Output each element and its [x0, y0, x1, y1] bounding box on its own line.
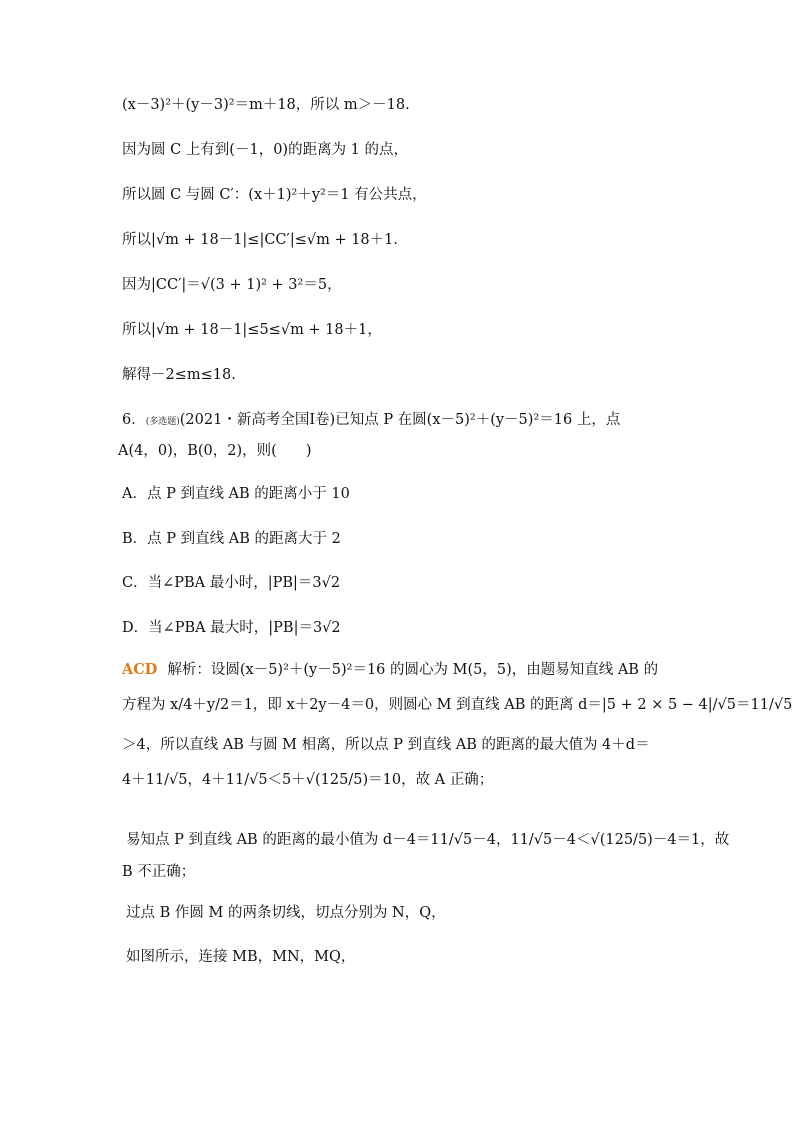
- analysis-line-7: 过点 B 作圆 M 的两条切线，切点分别为 N，Q，: [126, 905, 446, 921]
- question-stem-text: (2021・新高考全国Ⅰ卷)已知点 P 在圆(x－5)²＋(y－5)²＝16 上，点: [179, 412, 621, 428]
- option-c: C．当∠PBA 最小时，|PB|＝3√2: [122, 575, 341, 591]
- question-type-tag: (多选题): [145, 417, 180, 427]
- solution-line-6: 所以|√m + 18－1|≤5≤√m + 18＋1，: [122, 322, 382, 338]
- solution-line-2: 因为圆 C 上有到(－1，0)的距离为 1 的点，: [122, 142, 409, 158]
- analysis-line-3: ＞4，所以直线 AB 与圆 M 相离，所以点 P 到直线 AB 的距离的最大值为 4＋d＝: [122, 737, 650, 753]
- solution-line-3: 所以圆 C 与圆 C′：(x＋1)²＋y²＝1 有公共点，: [122, 187, 427, 203]
- analysis-text-1: 解析：设圆(x－5)²＋(y－5)²＝16 的圆心为 M(5，5)，由题易知直线 AB 的: [167, 662, 659, 678]
- analysis-line-6: B 不正确；: [122, 864, 196, 880]
- option-b: B．点 P 到直线 AB 的距离大于 2: [122, 531, 341, 547]
- solution-line-7: 解得－2≤m≤18.: [122, 367, 236, 383]
- option-d: D．当∠PBA 最大时，|PB|＝3√2: [122, 620, 341, 636]
- question-stem-line-2: A(4，0)，B(0，2)，则( ): [118, 443, 312, 459]
- solution-line-1: (x－3)²＋(y－3)²＝m＋18，所以 m＞－18.: [122, 97, 410, 113]
- solution-line-5: 因为|CC′|＝√(3 + 1)² + 3²＝5，: [122, 277, 342, 293]
- analysis-line-5: 易知点 P 到直线 AB 的距离的最小值为 d－4＝11/√5－4，11/√5－4＜√(125/5)－4＝1，故: [126, 832, 730, 848]
- solution-line-4: 所以|√m + 18－1|≤|CC′|≤√m + 18＋1.: [122, 232, 398, 248]
- question-stem-line-1: [122, 410, 620, 432]
- analysis-line-4: 4＋11/√5，4＋11/√5＜5＋√(125/5)＝10，故 A 正确；: [122, 772, 494, 788]
- analysis-line-1: [122, 660, 658, 680]
- analysis-line-8: 如图所示，连接 MB，MN，MQ，: [126, 949, 356, 965]
- question-number: 6．: [122, 412, 146, 428]
- answer-label: ACD: [122, 661, 158, 678]
- option-a: A．点 P 到直线 AB 的距离小于 10: [122, 486, 350, 502]
- analysis-line-2: 方程为 x/4＋y/2＝1，即 x＋2y－4＝0，则圆心 M 到直线 AB 的距离 d＝|5 + 2 × 5 − 4|/√5＝11/√5: [122, 697, 793, 713]
